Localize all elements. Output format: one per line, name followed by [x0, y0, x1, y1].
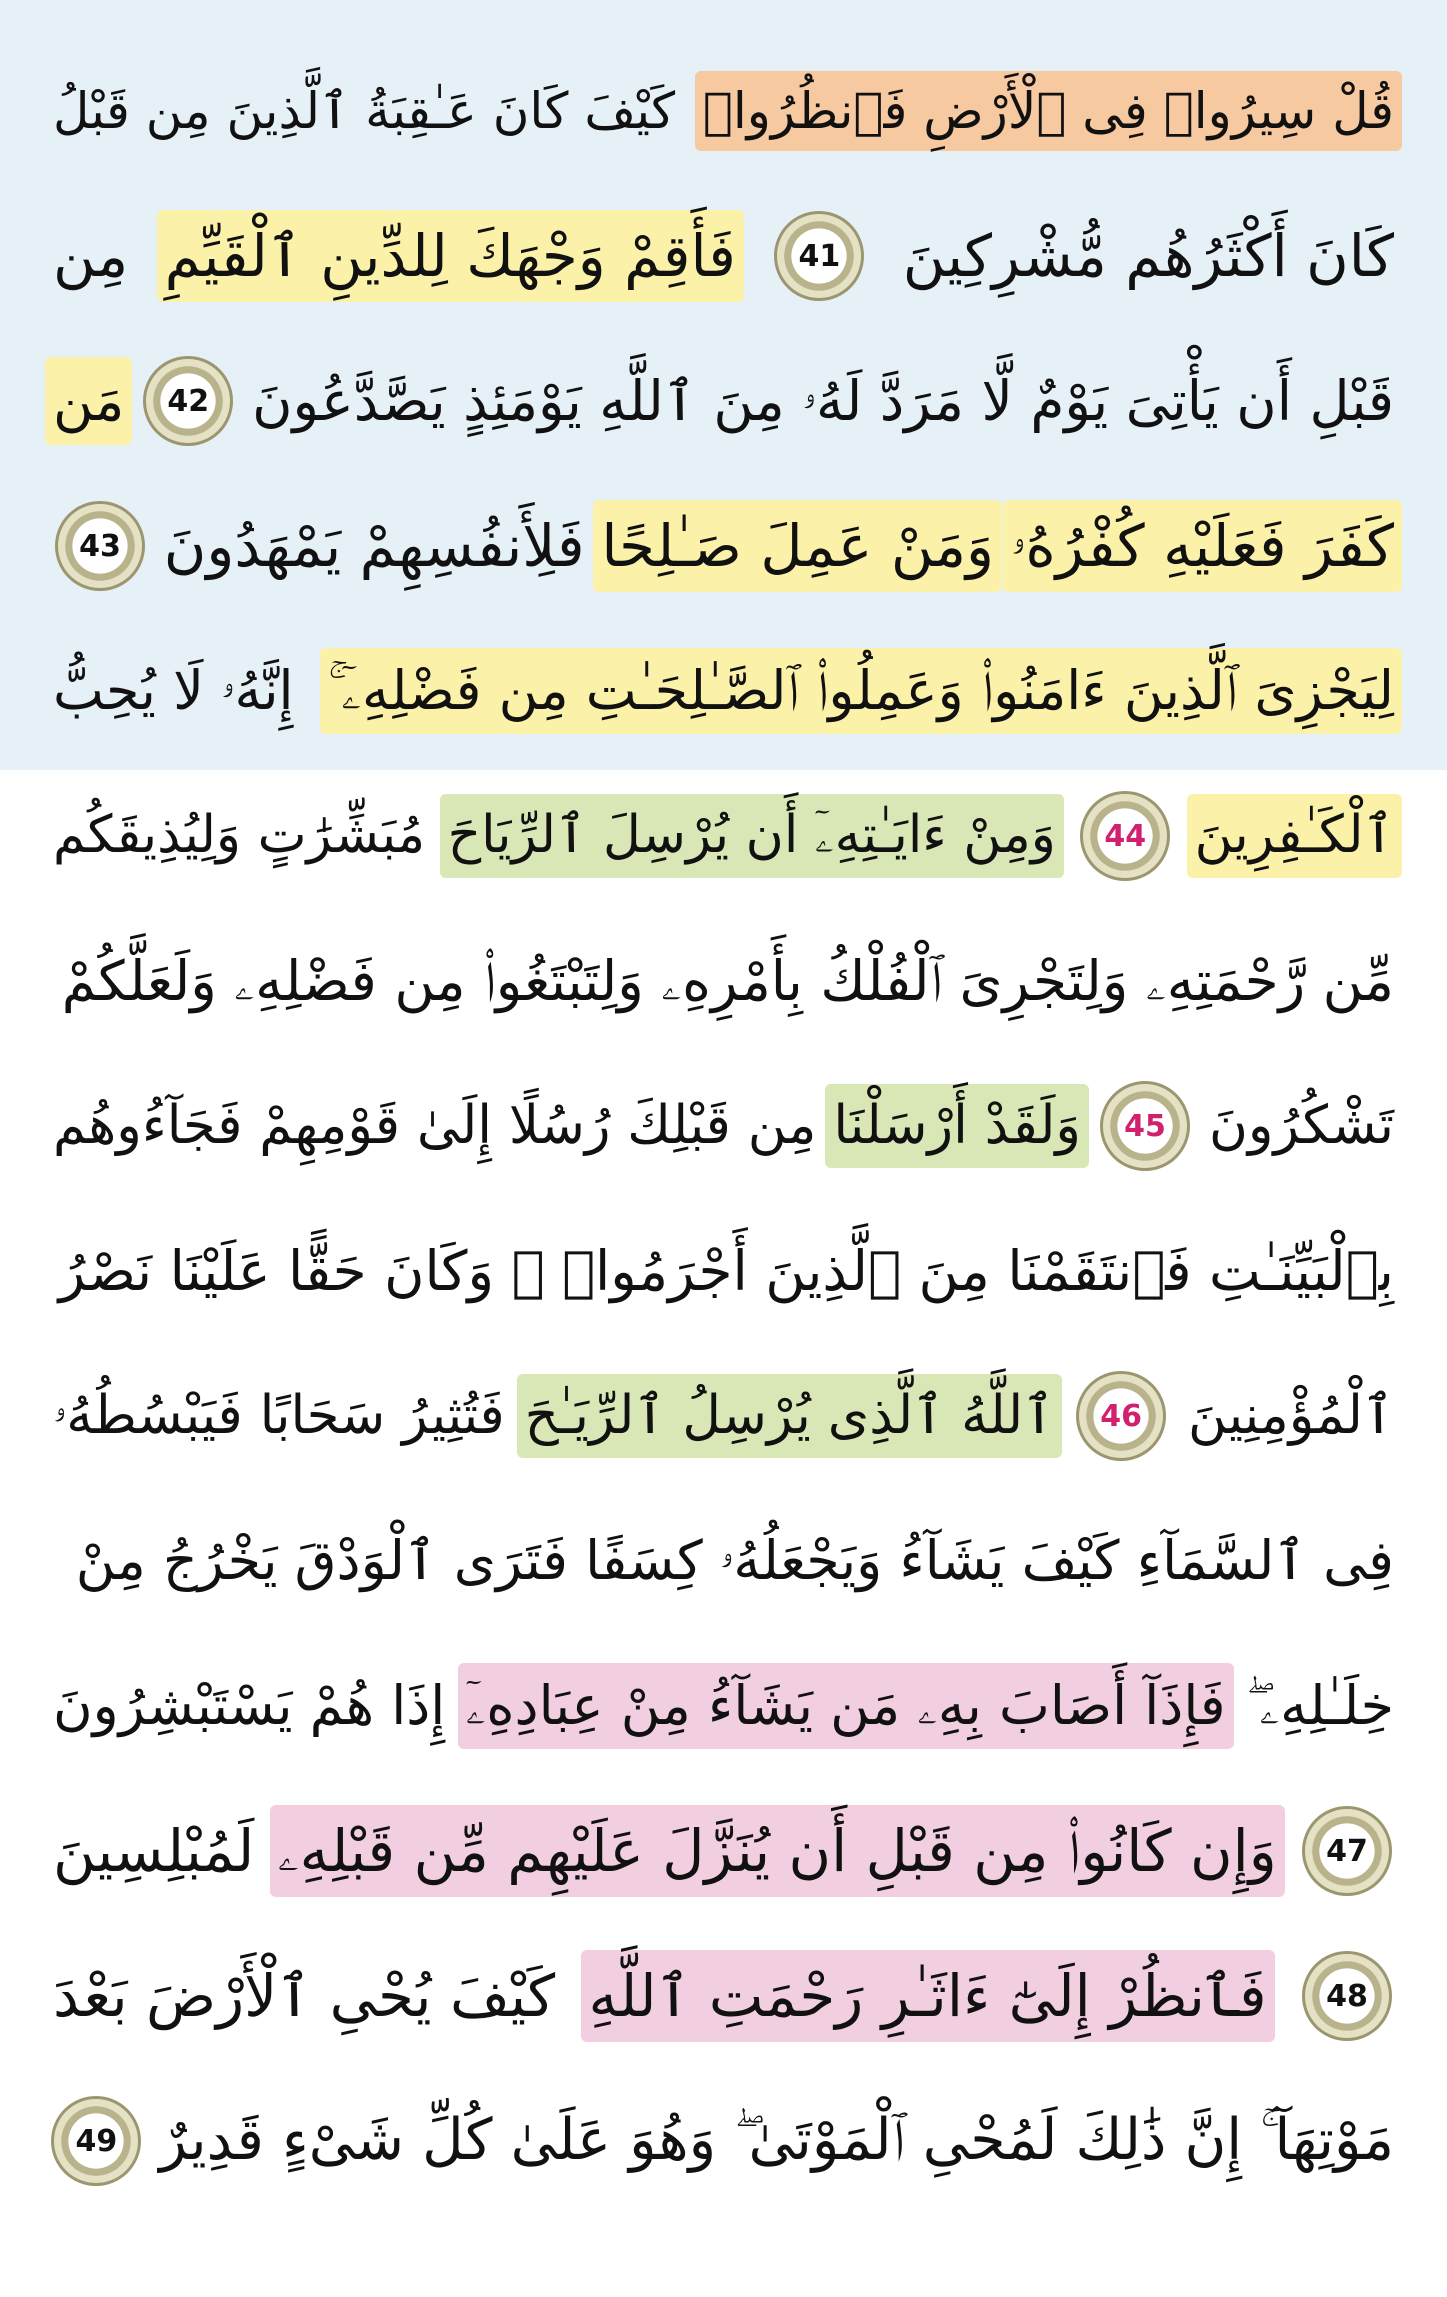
highlighted-verse-text: وَمَنْ عَمِلَ صَـٰلِحًا	[593, 500, 1002, 593]
verse-line	[45, 1196, 1402, 1346]
verse-text: بِٱلْبَيِّنَـٰتِ فَٱنتَقَمْنَا مِنَ ٱلَّذِينَ أَجْرَمُوا۟ ۖ وَكَانَ حَقًّا عَلَيْنَا نَصْرُ	[58, 1239, 1394, 1303]
verse-text: إِنَّهُۥ لَا يُحِبُّ	[53, 658, 294, 722]
verse-line	[45, 471, 1402, 621]
verse-line	[45, 1631, 1402, 1781]
verse-text: فَلِأَنفُسِهِمْ يَمْهَدُونَ	[163, 511, 585, 580]
verse-line	[45, 1341, 1402, 1491]
highlighted-verse-text: فَأَقِمْ وَجْهَكَ لِلدِّينِ ٱلْقَيِّمِ	[157, 210, 744, 303]
verse-line	[45, 36, 1402, 186]
verse-text: لَمُبْلِسِينَ	[53, 1816, 255, 1885]
verse-text: مِّن رَّحْمَتِهِۦ وَلِتَجْرِىَ ٱلْفُلْكُ بِأَمْرِهِۦ وَلِتَبْتَغُوا۟ مِن فَضْلِهِۦ وَلَعَلَّكُمْ	[61, 949, 1394, 1013]
ayah-number-marker: 43	[55, 501, 145, 591]
ayah-number-marker: 45	[1100, 1081, 1190, 1171]
verse-line	[45, 1486, 1402, 1636]
verse-text: كَيْفَ كَانَ عَـٰقِبَةُ ٱلَّذِينَ مِن قَبْلُ	[53, 82, 675, 140]
verse-text: إِذَا هُمْ يَسْتَبْشِرُونَ	[53, 1673, 446, 1737]
verse-text: مُبَشِّرَٰتٍ وَلِيُذِيقَكُم	[53, 805, 426, 866]
highlighted-verse-text: مَن	[45, 357, 132, 445]
verse-text: قَبْلِ أَن يَأْتِىَ يَوْمٌ لَّا مَرَدَّ لَهُۥ مِنَ ٱللَّهِ يَوْمَئِذٍ يَصَّدَّعُونَ	[252, 369, 1394, 433]
highlighted-verse-text: قُلْ سِيرُوا۟ فِى ٱلْأَرْضِ فَٱنظُرُوا۟	[695, 71, 1402, 151]
verse-text: مِن	[53, 221, 129, 290]
verse-line	[45, 2066, 1402, 2216]
verse-line	[45, 761, 1402, 911]
highlighted-verse-text: وَإِن كَانُوا۟ مِن قَبْلِ أَن يُنَزَّلَ عَلَيْهِم مِّن قَبْلِهِۦ	[270, 1805, 1285, 1898]
verse-text: تَشْكُرُونَ	[1208, 1094, 1394, 1156]
highlighted-verse-text: فَٱنظُرْ إِلَىٰٓ ءَاثَـٰرِ رَحْمَتِ ٱللَّهِ	[581, 1950, 1275, 2043]
highlighted-verse-text: فَإِذَآ أَصَابَ بِهِۦ مَن يَشَآءُ مِنْ عِبَادِهِۦٓ	[458, 1663, 1234, 1749]
verse-line	[45, 616, 1402, 766]
ayah-number-marker: 42	[143, 356, 233, 446]
verse-line	[45, 326, 1402, 476]
ayah-number-marker: 48	[1302, 1951, 1392, 2041]
verse-text: كَيْفَ يُحْىِ ٱلْأَرْضَ بَعْدَ	[53, 1961, 556, 2030]
verse-line	[45, 1776, 1402, 1926]
ayah-number-marker: 49	[51, 2096, 141, 2186]
verse-text: فِى ٱلسَّمَآءِ كَيْفَ يَشَآءُ وَيَجْعَلُهُۥ كِسَفًا فَتَرَى ٱلْوَدْقَ يَخْرُجُ مِنْ	[75, 1528, 1394, 1592]
verse-text: خِلَـٰلِهِۦ ۖ	[1246, 1673, 1394, 1737]
verse-line	[45, 181, 1402, 331]
verse-line	[45, 906, 1402, 1056]
verse-text: ٱلْمُؤْمِنِينَ	[1188, 1384, 1394, 1446]
highlighted-verse-text: كَفَرَ فَعَلَيْهِ كُفْرُهُۥ	[1003, 500, 1402, 593]
ayah-number-marker: 41	[774, 211, 864, 301]
ayah-number-marker: 47	[1302, 1806, 1392, 1896]
verse-line	[45, 1921, 1402, 2071]
verse-text: مِن قَبْلِكَ رُسُلًا إِلَىٰ قَوْمِهِمْ فَجَآءُوهُم	[53, 1094, 817, 1156]
ayah-number-marker: 44	[1080, 791, 1170, 881]
highlighted-verse-text: ٱلْكَـٰفِرِينَ	[1187, 794, 1402, 877]
highlighted-verse-text: وَلَقَدْ أَرْسَلْنَا	[825, 1084, 1089, 1169]
highlighted-verse-text: لِيَجْزِىَ ٱلَّذِينَ ءَامَنُوا۟ وَعَمِلُوا۟ ٱلصَّـٰلِحَـٰتِ مِن فَضْلِهِۦٓ ۚ	[320, 648, 1402, 734]
verse-text: مَوْتِهَآ ۚ إِنَّ ذَٰلِكَ لَمُحْىِ ٱلْمَوْتَىٰ ۖ وَهُوَ عَلَىٰ كُلِّ شَىْءٍ قَدِيرٌ	[159, 2107, 1394, 2174]
ayah-number-marker: 46	[1076, 1371, 1166, 1461]
verse-text: فَتُثِيرُ سَحَابًا فَيَبْسُطُهُۥ	[53, 1384, 505, 1446]
highlighted-verse-text: ٱللَّهُ ٱلَّذِى يُرْسِلُ ٱلرِّيَـٰحَ	[517, 1374, 1063, 1459]
verse-line	[45, 1051, 1402, 1201]
verse-text: كَانَ أَكْثَرُهُم مُّشْرِكِينَ	[902, 221, 1394, 290]
highlighted-verse-text: وَمِنْ ءَايَـٰتِهِۦٓ أَن يُرْسِلَ ٱلرِّيَاحَ	[440, 794, 1064, 877]
